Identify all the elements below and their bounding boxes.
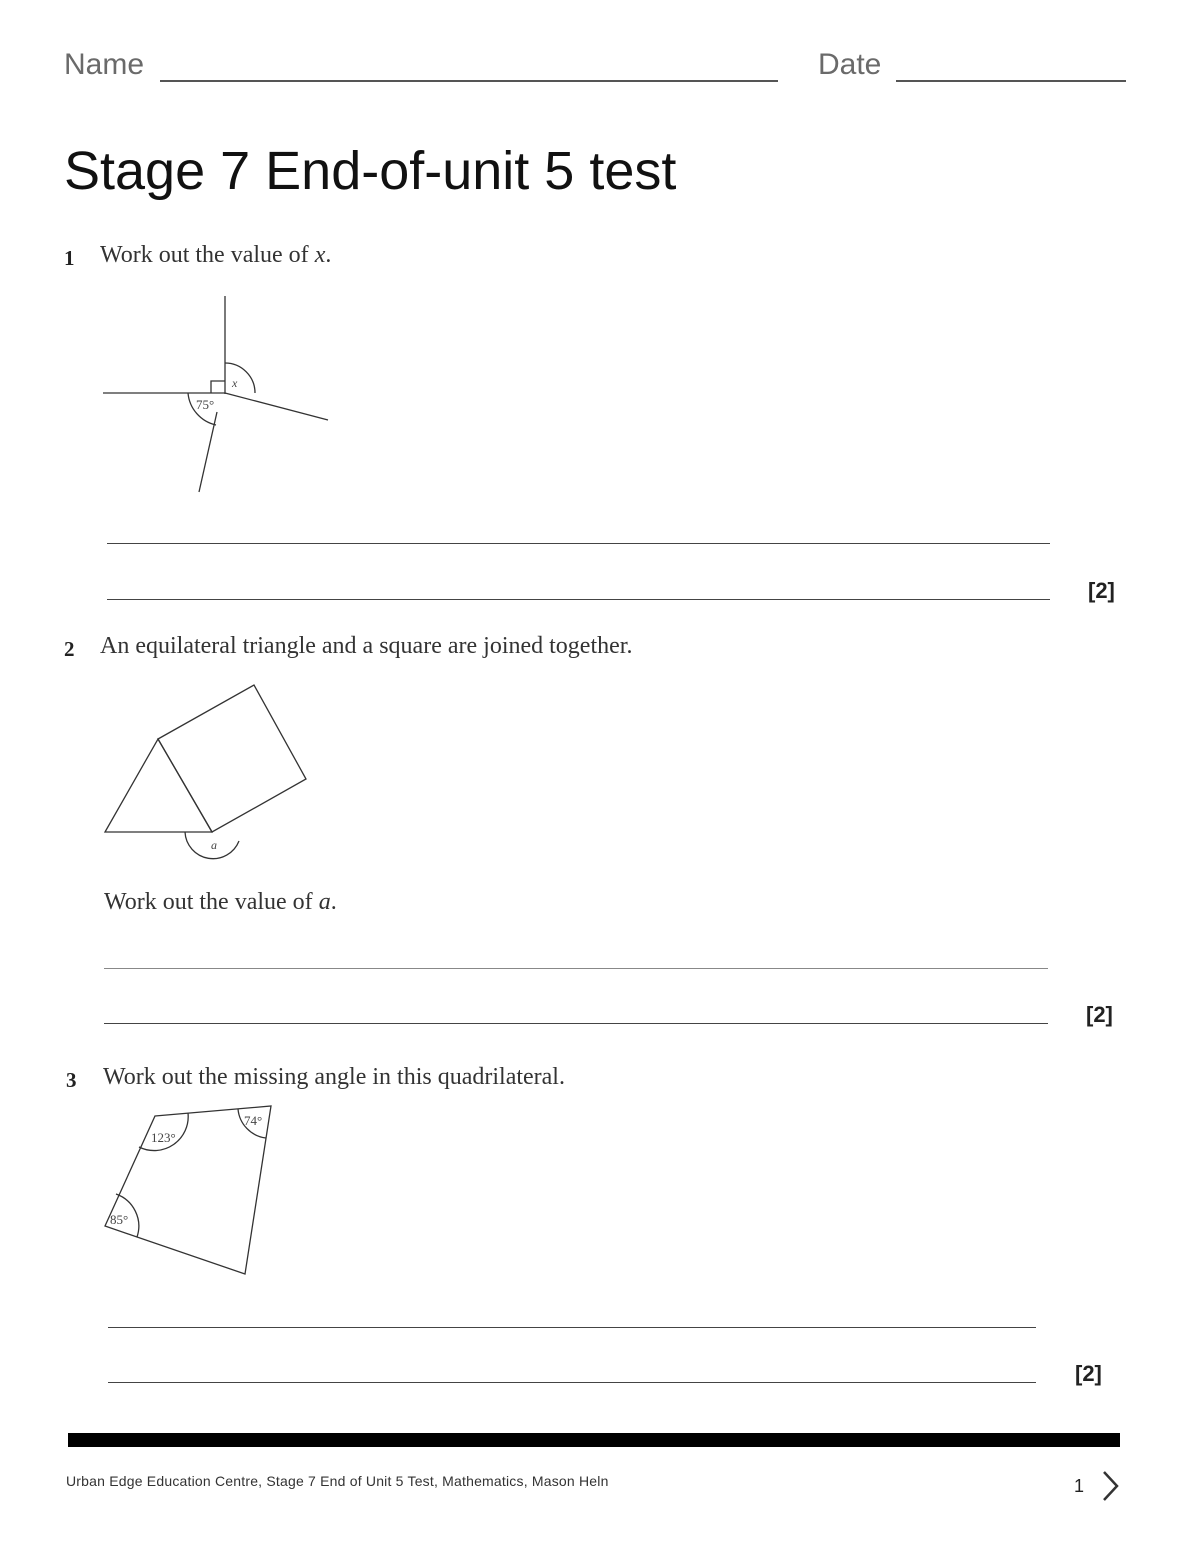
question-1-diagram [95,290,345,505]
date-label: Date [818,48,882,81]
page-number: 1 [1074,1476,1085,1496]
question-2-answer-line-2[interactable] [104,1023,1048,1024]
question-3-answer-line-1[interactable] [108,1327,1036,1328]
question-1-number: 1 [64,246,75,270]
question-3-text: Work out the missing angle in this quadrilateral. [103,1064,565,1090]
chevron-right-icon[interactable] [1098,1468,1122,1504]
question-1-answer-line-2[interactable] [107,599,1050,600]
question-2-answer-line-1[interactable] [104,968,1048,969]
date-field[interactable] [896,80,1126,82]
footer-text: Urban Edge Education Centre, Stage 7 End of Unit 5 Test, Mathematics, Mason Heln [66,1473,609,1489]
question-3-answer-line-2[interactable] [108,1382,1036,1383]
page-title: Stage 7 End-of-unit 5 test [64,141,677,201]
angle-x-label: x [232,376,238,390]
question-2-diagram [95,675,325,875]
question-3-marks: [2] [1075,1361,1102,1386]
question-2-number: 2 [64,637,75,661]
question-2-prompt: Work out the value of a. [104,889,337,915]
angle-a-label: a [211,838,217,852]
question-1-marks: [2] [1088,578,1115,603]
question-3-diagram [95,1098,285,1283]
angle-75-label: 75° [196,397,215,412]
name-label: Name [64,48,145,81]
name-field[interactable] [160,80,778,82]
question-1-text: Work out the value of x. [100,242,332,268]
question-2-text: An equilateral triangle and a square are joined together. [100,633,633,659]
angle-85-label: 85° [110,1212,129,1227]
angle-123-label: 123° [151,1130,176,1145]
angle-74-label: 74° [244,1113,263,1128]
question-2-marks: [2] [1086,1002,1113,1027]
question-3-number: 3 [66,1068,77,1092]
question-1-answer-line-1[interactable] [107,543,1050,544]
footer-divider [68,1433,1120,1447]
